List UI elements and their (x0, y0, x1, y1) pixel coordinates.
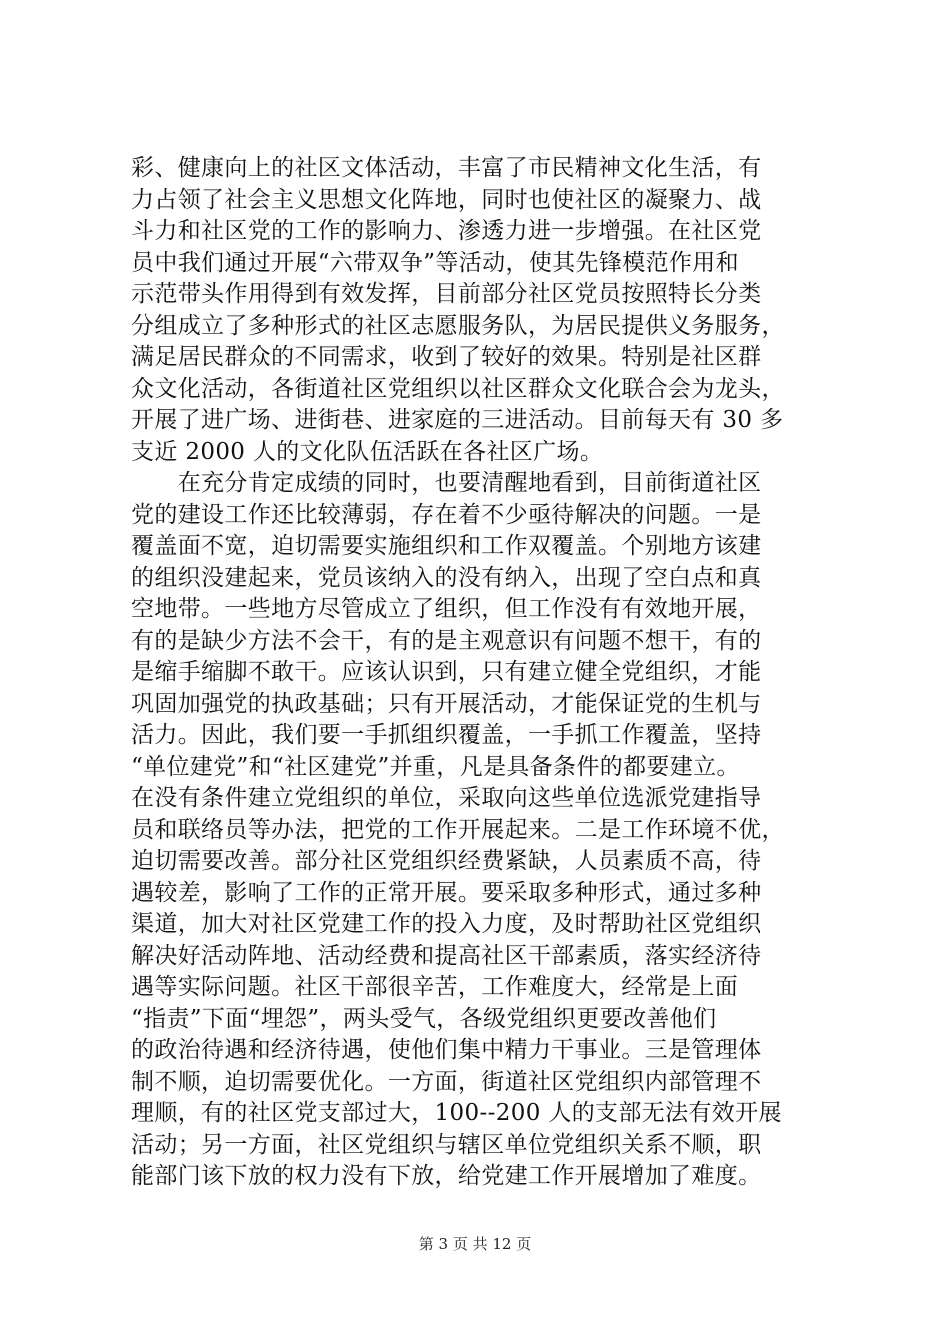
text-line: 在充分肯定成绩的同时，也要清醒地看到，目前街道社区 (131, 470, 762, 496)
text-line: 解决好活动阵地、活动经费和提高社区干部素质，落实经济待 (131, 942, 762, 969)
page-footer: 第 3 页 共 12 页 (418, 1235, 532, 1253)
text-line: 空地带。一些地方尽管成立了组织，但工作没有有效地开展， (131, 596, 762, 622)
text-line: 示范带头作用得到有效发挥，目前部分社区党员按照特长分类 (131, 281, 762, 307)
text-line: 开展了进广场、进街巷、进家庭的三进活动。目前每天有 30 多 (131, 407, 784, 433)
text-line: 力占领了社会主义思想文化阵地，同时也使社区的凝聚力、战 (131, 186, 762, 213)
text-line: 分组成立了多种形式的社区志愿服务队，为居民提供义务服务， (131, 312, 785, 339)
text-line: 能部门该下放的权力没有下放，给党建工作开展增加了难度。 (131, 1163, 762, 1189)
text-line: 众文化活动，各街道社区党组织以社区群众文化联合会为龙头， (131, 375, 785, 402)
text-line: 制不顺，迫切需要优化。一方面，街道社区党组织内部管理不 (131, 1068, 762, 1095)
text-line: 理顺，有的社区党支部过大，100--200 人的支部无法有效开展 (131, 1100, 782, 1126)
text-line: 是缩手缩脚不敢干。应该认识到，只有建立健全党组织，才能 (131, 659, 762, 685)
text-line: 党的建设工作还比较薄弱，存在着不少亟待解决的问题。一是 (131, 501, 762, 528)
text-line: 员中我们通过开展“六带双争”等活动，使其先锋模范作用和 (131, 249, 739, 276)
text-line: 覆盖面不宽，迫切需要实施组织和工作双覆盖。个别地方该建 (131, 533, 762, 559)
text-line: 满足居民群众的不同需求，收到了较好的效果。特别是社区群 (131, 344, 762, 370)
text-line: 的组织没建起来，党员该纳入的没有纳入，出现了空白点和真 (131, 564, 762, 591)
text-line: 巩固加强党的执政基础；只有开展活动，才能保证党的生机与 (131, 690, 762, 717)
text-line: 在没有条件建立党组织的单位，采取向这些单位选派党建指导 (131, 785, 762, 811)
text-line: 活动；另一方面，社区党组织与辖区单位党组织关系不顺，职 (131, 1131, 762, 1158)
text-line: 遇等实际问题。社区干部很辛苦，工作难度大，经常是上面 (131, 974, 739, 1000)
text-line: 彩、健康向上的社区文体活动，丰富了市民精神文化生活，有 (131, 155, 762, 181)
body-text (131, 153, 835, 1193)
text-line: “单位建党”和“社区建党”并重，凡是具备条件的都要建立。 (131, 753, 740, 780)
text-line: 斗力和社区党的工作的影响力、渗透力进一步增强。在社区党 (131, 218, 762, 244)
text-line: “指责”下面“埋怨”，两头受气，各级党组织更要改善他们 (131, 1005, 717, 1032)
text-line: 员和联络员等办法，把党的工作开展起来。二是工作环境不优， (131, 816, 785, 843)
text-line: 有的是缺少方法不会干，有的是主观意识有问题不想干，有的 (131, 627, 762, 654)
text-line: 支近 2000 人的文化队伍活跃在各社区广场。 (131, 438, 604, 465)
text-line: 活力。因此，我们要一手抓组织覆盖，一手抓工作覆盖，坚持 (131, 722, 762, 748)
text-line: 的政治待遇和经济待遇，使他们集中精力干事业。三是管理体 (131, 1037, 762, 1063)
text-line: 渠道，加大对社区党建工作的投入力度，及时帮助社区党组织 (131, 911, 762, 937)
text-line: 迫切需要改善。部分社区党组织经费紧缺，人员素质不高，待 (131, 848, 762, 874)
text-line: 遇较差，影响了工作的正常开展。要采取多种形式，通过多种 (131, 879, 762, 906)
